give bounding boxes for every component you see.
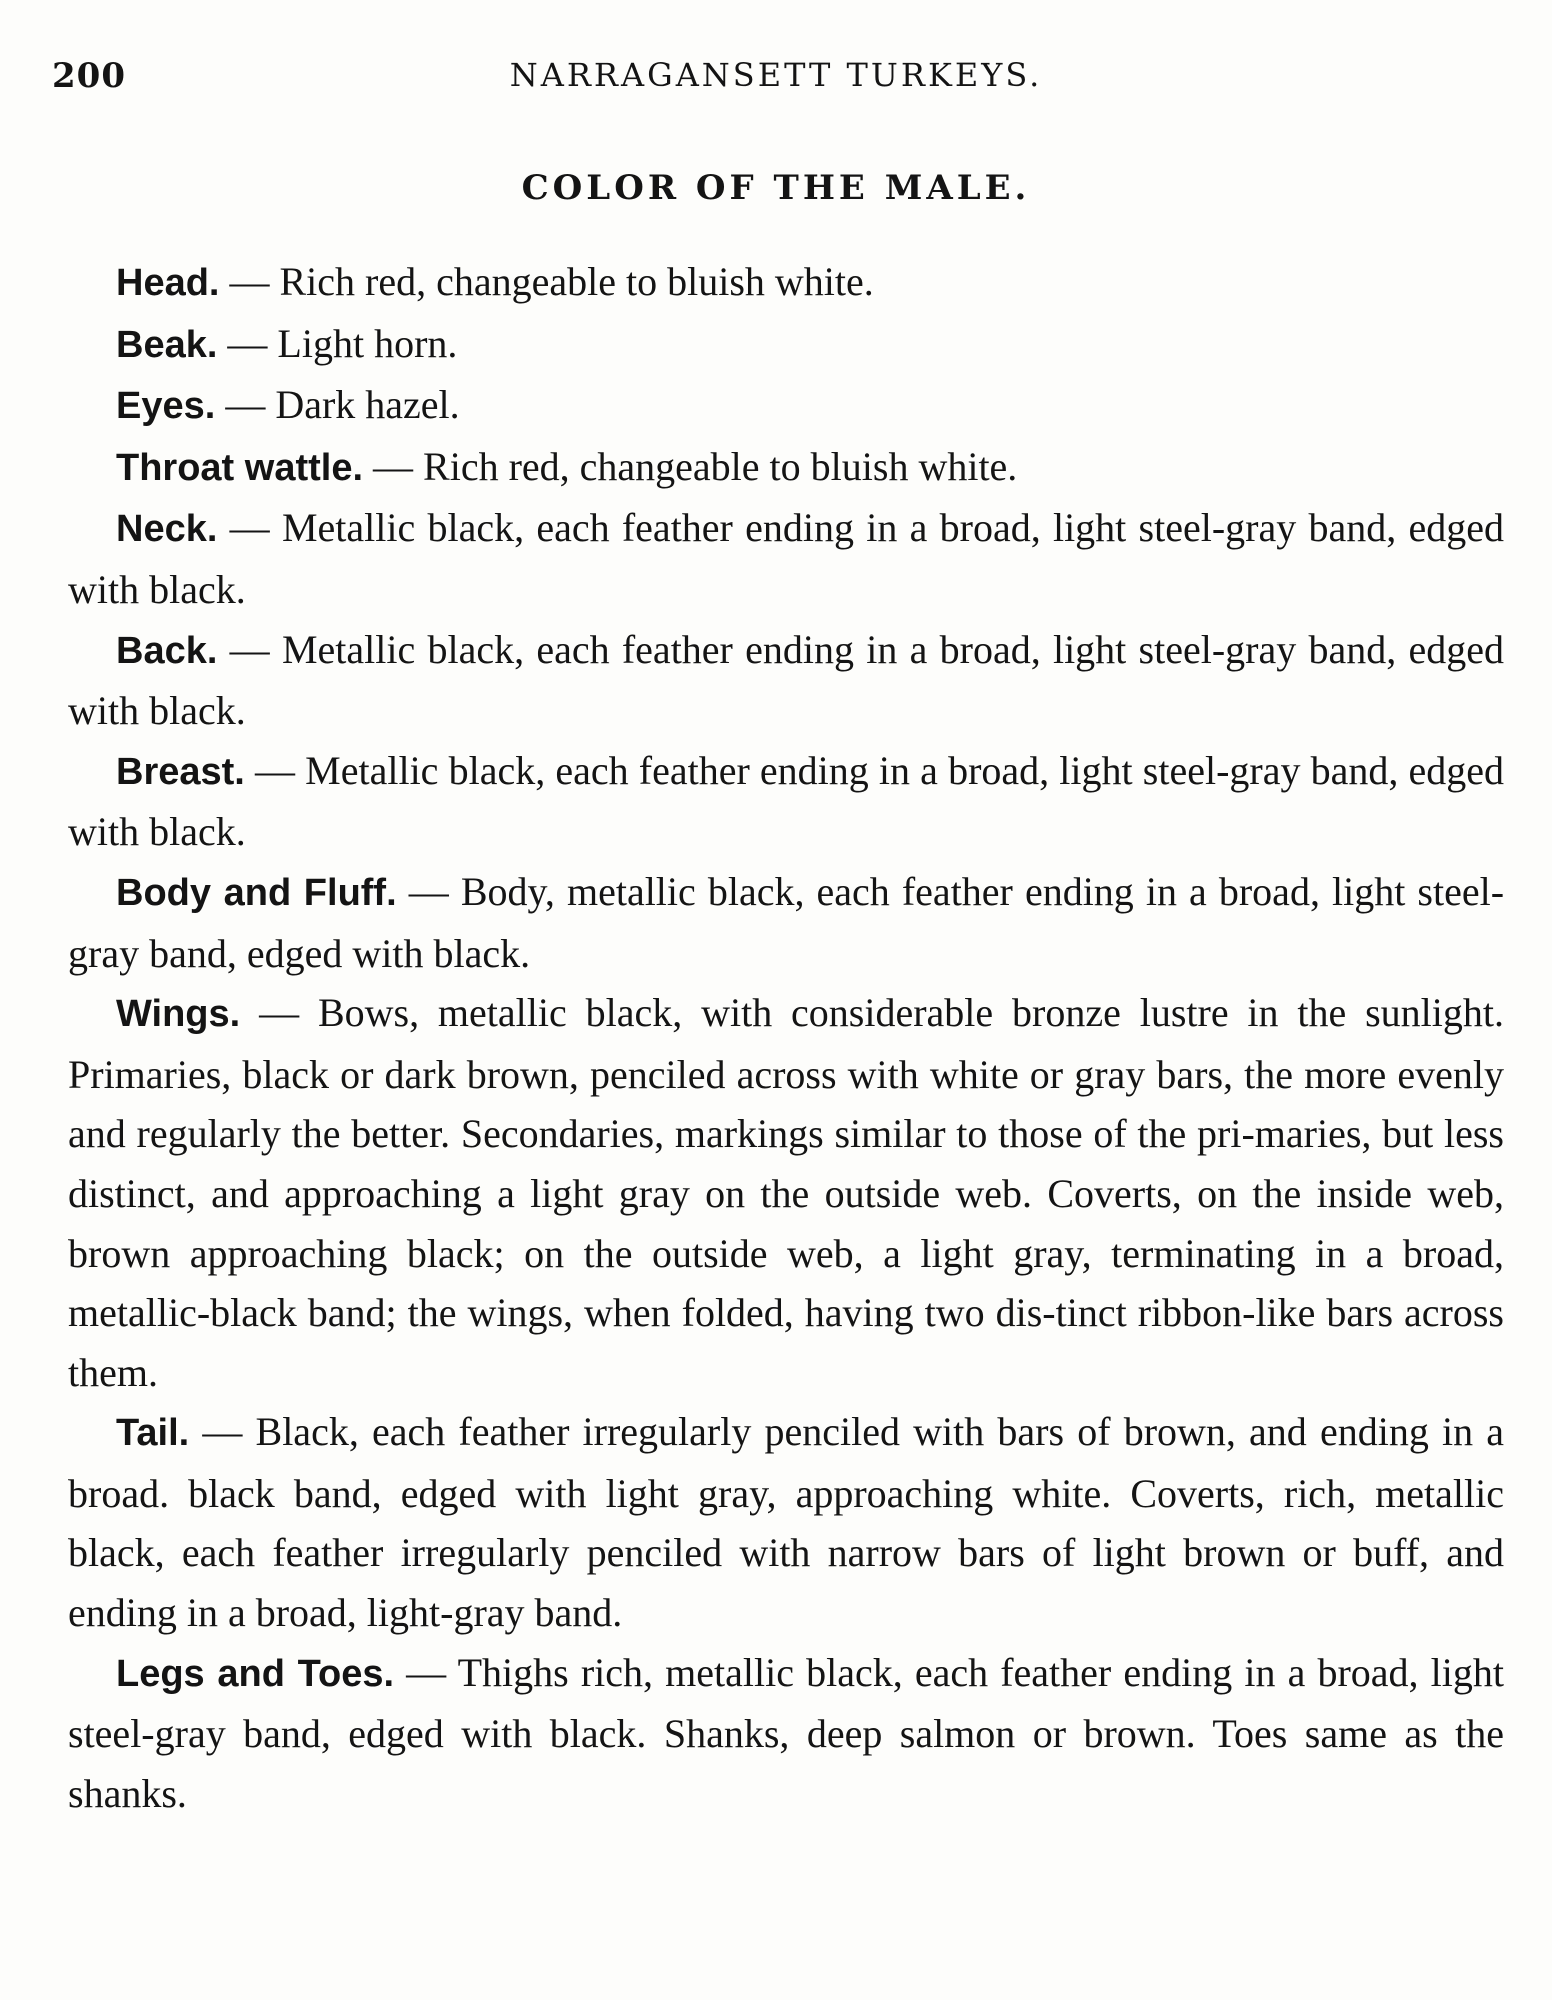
entry-dash: —	[259, 990, 300, 1036]
entry-text: Metallic black, each feather ending in a broad, light steel-gray band, edged with black.	[68, 626, 1505, 734]
entry-dash: —	[227, 320, 268, 366]
entry-text: Thighs rich, metallic black, each feather ending in a broad, light steel-gray band, edged with black. Shanks, deep salmon or brown. Toes same as the shanks.	[68, 1649, 1504, 1816]
entry-term: Throat wattle.	[116, 446, 364, 489]
entry-dash: —	[202, 1409, 243, 1455]
running-title: NARRAGANSETT TURKEYS.	[509, 56, 1043, 94]
entry-eyes	[68, 375, 1504, 437]
entry-term: Wings.	[116, 993, 241, 1036]
entry-dash: —	[229, 626, 270, 672]
entry-beak	[68, 314, 1504, 376]
entry-throat-wattle	[68, 437, 1504, 499]
entry-term: Tail.	[116, 1412, 190, 1455]
entry-dash: —	[255, 747, 295, 793]
entry-text: Dark hazel.	[275, 382, 460, 428]
entry-dash: —	[229, 259, 270, 304]
entry-text: Rich red, changeable to bluish white.	[423, 443, 1018, 489]
entry-term: Body and Fluff.	[116, 871, 397, 914]
entry-body-and-fluff	[68, 862, 1504, 983]
entry-wings	[68, 983, 1504, 1402]
entry-text: Light horn.	[277, 320, 458, 366]
entry-tail	[68, 1402, 1504, 1642]
page-number: 200	[52, 56, 126, 96]
entry-text: Metallic black, each feather ending in a broad, light steel-gray band, edged with black.	[68, 505, 1505, 612]
entry-text: Black, each feather irregularly penciled with bars of brown, and ending in a broad. black band, edged with light gray, approaching white. Coverts, rich, metallic black, each feather irregularly penciled with narrow bars of light brown or buff, and ending in a broad, light-gray band.	[68, 1409, 1504, 1636]
entry-dash: —	[225, 382, 266, 428]
entry-neck	[68, 498, 1504, 619]
entry-dash: —	[229, 505, 270, 551]
entry-dash: —	[373, 443, 414, 489]
entry-term: Neck.	[116, 508, 218, 551]
entry-term: Breast.	[116, 750, 245, 793]
entry-term: Eyes.	[116, 385, 216, 428]
entry-text: Bows, metallic black, with considerable bronze lustre in the sunlight. Primaries, black or dark brown, penciled across with white or gray bars, the more evenly and regularly the better. Secondaries, markings similar to those of the pri-maries, but less distinct, and approaching a light gray on the outside web. Coverts, on the inside web, brown approaching black; on the outside web, a light gray, terminating in a broad, metallic-black band; the wings, when folded, having two dis-tinct ribbon-like bars across them.	[68, 990, 1505, 1395]
entry-term: Back.	[116, 629, 218, 672]
entry-text: Body, metallic black, each feather ending in a broad, light steel-gray band, edged with black.	[68, 868, 1505, 976]
entry-legs-and-toes	[68, 1643, 1504, 1824]
entry-breast	[68, 741, 1504, 862]
entry-dash: —	[408, 868, 449, 914]
entry-dash: —	[406, 1649, 447, 1695]
section-heading: COLOR OF THE MALE.	[521, 168, 1031, 208]
entry-list	[68, 252, 1504, 1823]
entry-head	[68, 252, 1504, 314]
entry-term: Legs and Toes.	[116, 1652, 395, 1695]
entry-text: Rich red, changeable to bluish white.	[279, 259, 874, 304]
entry-text: Metallic black, each feather ending in a broad, light steel-gray band, edged with black.	[68, 747, 1505, 855]
running-head	[52, 52, 1500, 112]
entry-back	[68, 620, 1504, 741]
entry-term: Beak.	[116, 323, 218, 366]
entry-term: Head.	[116, 262, 220, 304]
